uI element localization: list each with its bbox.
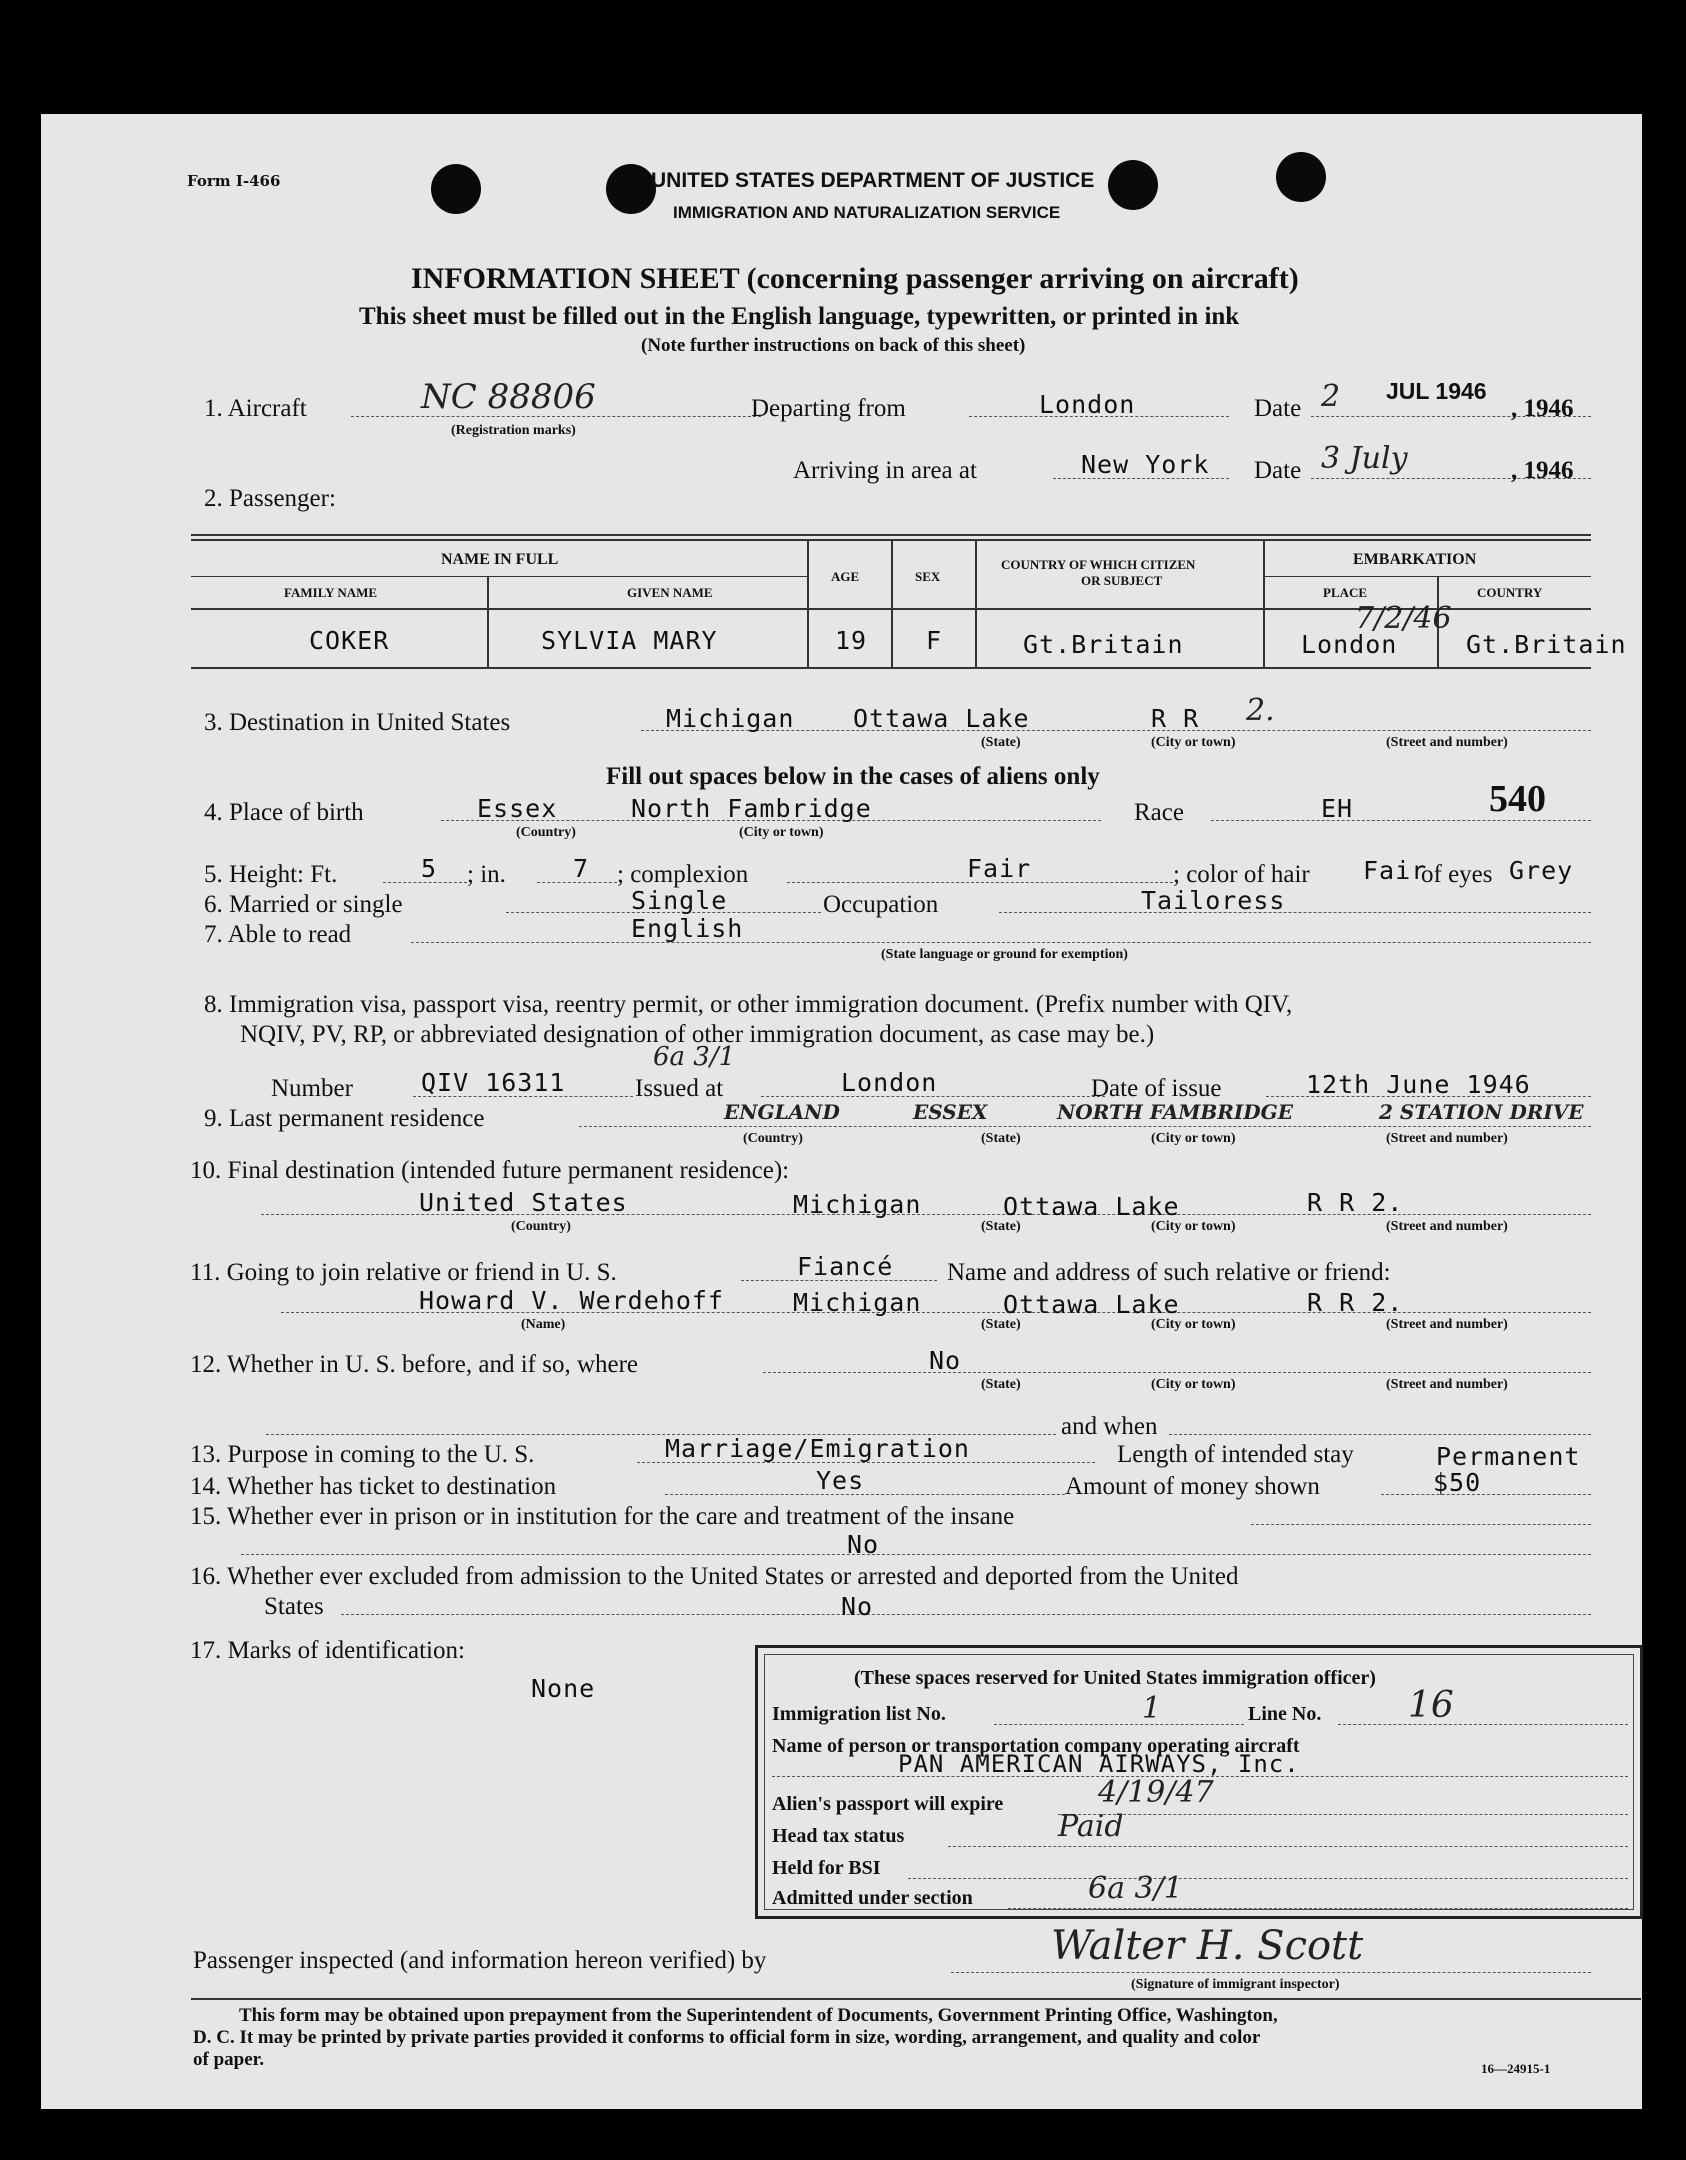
hint-state: (State) — [981, 1131, 1021, 1146]
note: (Note further instructions on back of this sheet) — [641, 335, 1026, 356]
underline — [1338, 1724, 1628, 1725]
expire-label: Alien's passport will expire — [772, 1793, 1004, 1815]
signature-hint: (Signature of immigrant inspector) — [1131, 1977, 1340, 1992]
underline — [1381, 1494, 1591, 1495]
cell-citizen: Gt.Britain — [1023, 630, 1184, 659]
destination-label: 3. Destination in United States — [204, 709, 511, 736]
tax-label: Head tax status — [772, 1825, 905, 1847]
hint-name: (Name) — [521, 1317, 566, 1332]
residence-country: ENGLAND — [724, 1100, 840, 1124]
excluded-value: No — [841, 1592, 874, 1621]
height-in: 7 — [573, 854, 590, 883]
excluded-line2: States — [264, 1593, 324, 1620]
table-col-rule — [487, 576, 489, 667]
table-col-rule — [975, 539, 977, 667]
punch-hole — [606, 164, 656, 214]
married-value: Single — [631, 886, 728, 915]
date-day: 2 — [1321, 379, 1341, 414]
footer-line3: of paper. — [193, 2049, 265, 2070]
visa-hw-note: 6a 3/1 — [653, 1042, 736, 1072]
footer-code: 16—24915-1 — [1481, 2061, 1551, 2076]
issue-date-label: Date of issue — [1091, 1075, 1222, 1102]
stay-label: Length of intended stay — [1117, 1441, 1354, 1468]
destination-state: Michigan — [666, 704, 795, 733]
th-country: COUNTRY — [1477, 585, 1543, 600]
before-value: No — [929, 1346, 962, 1375]
hint-street: (Street and number) — [1386, 1317, 1508, 1332]
agency: UNITED STATES DEPARTMENT OF JUSTICE — [651, 169, 1095, 192]
page-title: INFORMATION SHEET (concerning passenger arriving on aircraft) — [411, 262, 1299, 295]
underline — [241, 1554, 1591, 1555]
race-value: EH — [1321, 794, 1354, 823]
hint-city: (City or town) — [1151, 1219, 1236, 1234]
table-rule — [191, 576, 807, 577]
footer-line1: This form may be obtained upon prepayment from the Superintendent of Documents, Government Printing Office, Washington, — [239, 2005, 1278, 2026]
height-ft: 5 — [421, 854, 438, 883]
bsi-label: Held for BSI — [772, 1857, 881, 1879]
join-label: 11. Going to join relative or friend in U. S. — [190, 1259, 617, 1286]
registration-hint: (Registration marks) — [451, 423, 576, 438]
before-label: 12. Whether in U. S. before, and if so, where — [190, 1351, 639, 1378]
hair-value: Fair — [1363, 856, 1428, 885]
cell-place: London — [1301, 630, 1398, 659]
hint-state: (State) — [981, 1377, 1021, 1392]
officer-title: (These spaces reserved for United States immigration officer) — [854, 1667, 1376, 1689]
residence-street: 2 STATION DRIVE — [1379, 1100, 1584, 1124]
birth-city: North Fambridge — [631, 794, 872, 823]
table-rule — [1263, 576, 1591, 577]
read-label: 7. Able to read — [204, 921, 352, 948]
hint-city: (City or town) — [1151, 1317, 1236, 1332]
purpose-value: Marriage/Emigration — [665, 1434, 970, 1463]
hint-city: (City or town) — [1151, 1377, 1236, 1392]
th-name-in-full: NAME IN FULL — [441, 551, 559, 568]
th-embarkation: EMBARKATION — [1353, 551, 1477, 568]
issued-value: London — [841, 1068, 938, 1097]
aircraft-label: 1. Aircraft — [204, 395, 307, 422]
date-label: Date — [1254, 395, 1302, 422]
footer-line2: D. C. It may be printed by private parties provided it conforms to official form in size, wording, arrangement, and quality and color — [193, 2027, 1261, 2048]
th-citizen-2: OR SUBJECT — [1081, 573, 1163, 588]
punch-hole — [1276, 152, 1326, 202]
race-label: Race — [1134, 799, 1184, 826]
section-value: 6a 3/1 — [1088, 1871, 1183, 1906]
occupation-label: Occupation — [823, 891, 939, 918]
excluded-line1: 16. Whether ever excluded from admission to the United States or arrested and deported from the United — [190, 1563, 1239, 1590]
expire-value: 4/19/47 — [1098, 1775, 1214, 1810]
join-name: Howard V. Werdehoff — [419, 1286, 724, 1315]
punch-hole — [1108, 160, 1158, 210]
section-label: Admitted under section — [772, 1887, 973, 1909]
date2-label: Date — [1254, 457, 1302, 484]
inspected-label: Passenger inspected (and information hereon verified) by — [193, 1947, 767, 1974]
height-in-label: ; in. — [467, 861, 506, 888]
stay-value: Permanent — [1436, 1442, 1581, 1471]
footer-rule — [191, 1998, 1641, 2000]
cell-given: SYLVIA MARY — [541, 626, 718, 655]
visa-line2: NQIV, PV, RP, or abbreviated designation of other immigration document, as case may be.) — [240, 1021, 1155, 1048]
final-state: Michigan — [793, 1190, 922, 1219]
hint-state: (State) — [981, 735, 1021, 750]
hint-street: (Street and number) — [1386, 1219, 1508, 1234]
underline — [665, 1494, 1065, 1495]
money-value: $50 — [1433, 1468, 1482, 1497]
hint-street: (Street and number) — [1386, 735, 1508, 750]
departing-value: London — [1039, 390, 1136, 419]
departing-label: Departing from — [751, 395, 906, 422]
table-col-rule — [1263, 539, 1265, 667]
subtitle: This sheet must be filled out in the English language, typewritten, or printed in ink — [359, 303, 1240, 330]
tax-value: Paid — [1058, 1809, 1124, 1844]
ticket-label: 14. Whether has ticket to destination — [190, 1473, 557, 1500]
cell-country: Gt.Britain — [1466, 630, 1627, 659]
list-label: Immigration list No. — [772, 1703, 946, 1725]
table-rule — [191, 667, 1591, 669]
underline — [1169, 1434, 1591, 1435]
inspector-signature: Walter H. Scott — [1051, 1923, 1364, 1969]
form-id: Form I-466 — [187, 172, 281, 190]
birth-country: Essex — [477, 794, 558, 823]
underline — [411, 942, 1591, 943]
th-citizen: COUNTRY OF WHICH CITIZEN — [1001, 557, 1196, 572]
hint-state: (State) — [981, 1317, 1021, 1332]
visa-number: QIV 16311 — [421, 1068, 566, 1097]
underline — [341, 1614, 1591, 1615]
th-family-name: FAMILY NAME — [284, 585, 378, 600]
date-year: , 1946 — [1511, 395, 1574, 422]
form-sheet — [41, 114, 1642, 2109]
destination-street: R R — [1151, 704, 1200, 733]
complexion-value: Fair — [967, 854, 1032, 883]
list-value: 1 — [1142, 1691, 1162, 1726]
married-label: 6. Married or single — [204, 891, 403, 918]
when-label: and when — [1061, 1413, 1158, 1440]
date2-year: , 1946 — [1511, 457, 1574, 484]
hair-label: ; color of hair — [1173, 861, 1310, 888]
hint-street: (Street and number) — [1386, 1377, 1508, 1392]
visa-number-label: Number — [271, 1075, 353, 1102]
th-place: PLACE — [1323, 585, 1368, 600]
complexion-label: ; complexion — [617, 861, 749, 888]
read-hint: (State language or ground for exemption) — [881, 947, 1128, 962]
final-country: United States — [419, 1188, 628, 1217]
prison-label: 15. Whether ever in prison or in institution for the care and treatment of the insane — [190, 1503, 1015, 1530]
visa-line1: 8. Immigration visa, passport visa, reentry permit, or other immigration document. (Prefix number with QIV, — [204, 991, 1293, 1018]
underline — [579, 1126, 1591, 1127]
hint-city: (City or town) — [1151, 1131, 1236, 1146]
company-value: PAN AMERICAN AIRWAYS, Inc. — [898, 1750, 1300, 1778]
cell-age: 19 — [835, 626, 868, 655]
destination-city: Ottawa Lake — [853, 704, 1030, 733]
line-label: Line No. — [1248, 1703, 1322, 1725]
underline — [763, 1372, 1591, 1373]
arriving-value: New York — [1081, 450, 1210, 479]
hint-street: (Street and number) — [1386, 1131, 1508, 1146]
cell-family: COKER — [309, 626, 390, 655]
cell-place-date: 7/2/46 — [1355, 601, 1452, 636]
hint-country: (Country) — [511, 1219, 571, 1234]
residence-state: ESSEX — [913, 1100, 988, 1124]
birth-label: 4. Place of birth — [204, 799, 364, 826]
punch-hole — [431, 164, 481, 214]
purpose-label: 13. Purpose in coming to the U. S. — [190, 1441, 535, 1468]
join-state: Michigan — [793, 1288, 922, 1317]
eyes-value: Grey — [1509, 856, 1574, 885]
underline — [994, 1724, 1244, 1725]
hint-country: (Country) — [516, 825, 576, 840]
underline — [951, 1972, 1591, 1973]
passenger-label: 2. Passenger: — [204, 485, 336, 512]
cell-sex: F — [926, 626, 943, 655]
residence-city: NORTH FAMBRIDGE — [1057, 1100, 1293, 1124]
money-label: Amount of money shown — [1065, 1473, 1320, 1500]
join-value: Fiancé — [797, 1252, 894, 1281]
marks-value: None — [531, 1674, 596, 1703]
hint-country: (Country) — [743, 1131, 803, 1146]
table-col-rule — [807, 539, 809, 667]
final-label: 10. Final destination (intended future permanent residence): — [190, 1157, 790, 1184]
date2-value: 3 July — [1321, 441, 1408, 476]
final-city: Ottawa Lake — [1003, 1192, 1180, 1221]
join-label-2: Name and address of such relative or friend: — [947, 1259, 1391, 1286]
underline — [1251, 1524, 1591, 1525]
hint-city: (City or town) — [739, 825, 824, 840]
occupation-value: Tailoress — [1141, 886, 1286, 915]
destination-street-hw: 2. — [1246, 693, 1275, 728]
th-age: AGE — [831, 569, 860, 584]
underline — [1058, 1814, 1628, 1815]
aircraft-value: NC 88806 — [421, 377, 596, 417]
service: IMMIGRATION AND NATURALIZATION SERVICE — [673, 203, 1061, 222]
table-rule — [191, 534, 1591, 536]
underline — [908, 1878, 1628, 1879]
company-label: Name of person or transportation company operating aircraft — [772, 1735, 1300, 1757]
underline — [1211, 820, 1591, 821]
read-value: English — [631, 914, 744, 943]
issue-date: 12th June 1946 — [1306, 1070, 1531, 1099]
marks-label: 17. Marks of identification: — [190, 1637, 465, 1664]
ticket-value: Yes — [816, 1466, 865, 1495]
join-street: R R 2. — [1307, 1288, 1404, 1317]
hint-state: (State) — [981, 1219, 1021, 1234]
arriving-label: Arriving in area at — [793, 457, 977, 484]
date-stamp: JUL 1946 — [1386, 378, 1487, 404]
aliens-only-heading: Fill out spaces below in the cases of aliens only — [606, 763, 1100, 790]
join-city: Ottawa Lake — [1003, 1290, 1180, 1319]
height-label: 5. Height: Ft. — [204, 861, 338, 888]
underline — [1008, 1908, 1628, 1909]
race-stamp: 540 — [1489, 778, 1546, 820]
underline — [948, 1846, 1628, 1847]
th-sex: SEX — [915, 569, 941, 584]
table-col-rule — [891, 539, 893, 667]
line-value: 16 — [1408, 1685, 1454, 1726]
eyes-label: of eyes — [1421, 861, 1493, 888]
hint-city: (City or town) — [1151, 735, 1236, 750]
issued-label: Issued at — [635, 1075, 724, 1102]
officer-box — [755, 1645, 1643, 1919]
underline — [999, 912, 1591, 913]
residence-label: 9. Last permanent residence — [204, 1105, 485, 1132]
prison-value: No — [847, 1530, 880, 1559]
final-street: R R 2. — [1307, 1188, 1404, 1217]
th-given-name: GIVEN NAME — [627, 585, 713, 600]
